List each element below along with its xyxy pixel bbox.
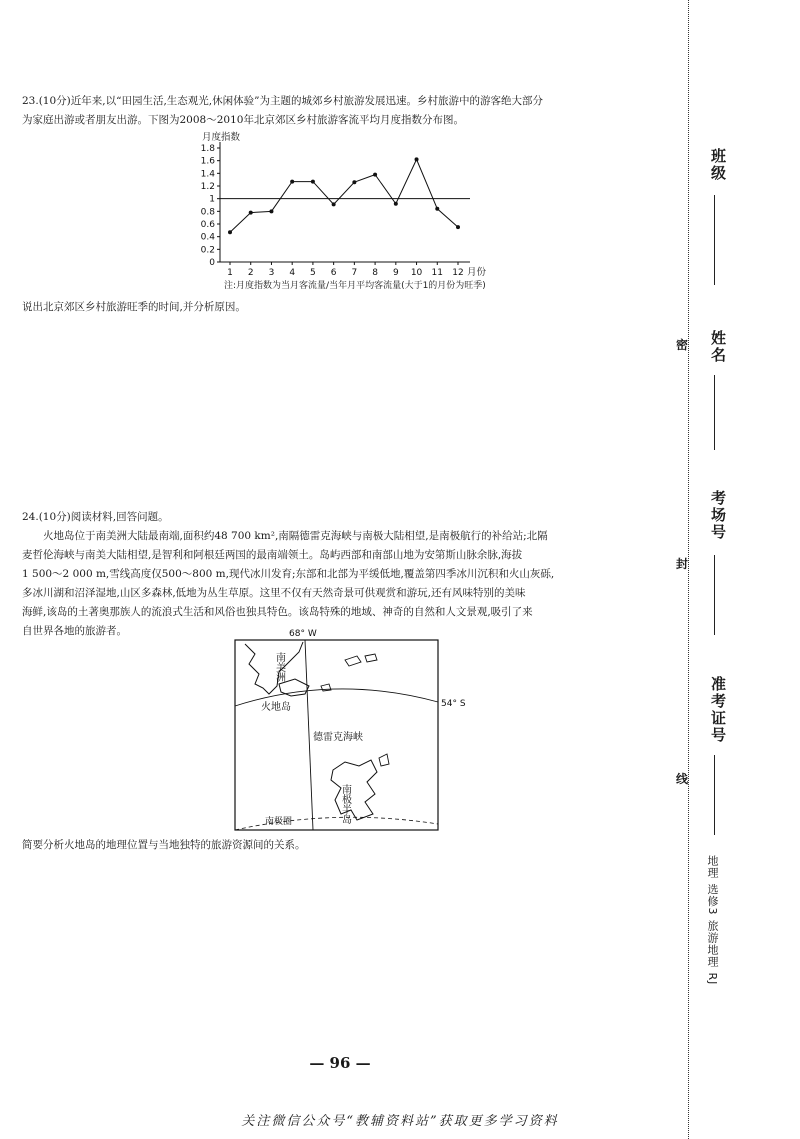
- series-line: [230, 159, 458, 232]
- y-tick-label: 0.6: [200, 220, 215, 230]
- x-tick-label: 11: [431, 268, 443, 278]
- data-point: [332, 202, 336, 206]
- y-tick-label: 1.4: [200, 169, 215, 180]
- data-point: [456, 225, 460, 229]
- x-tick-label: 4: [289, 268, 296, 278]
- binding-dotted-line: [688, 0, 689, 1139]
- x-tick-label: 8: [372, 268, 378, 278]
- chart-note: 注:月度指数为当月客流量/当年月平均客流量(大于1的月份为旺季): [224, 281, 486, 291]
- y-tick-label: 1.2: [200, 182, 215, 192]
- class-blank[interactable]: [714, 195, 715, 285]
- monthly-index-chart: [180, 128, 510, 293]
- y-tick-label: 1: [209, 194, 215, 205]
- shetland-island: [379, 754, 389, 766]
- q23-line2: 为家庭出游或者朋友出游。下图为2008～2010年北京郊区乡村旅游客流平均月度指数分布图。: [22, 114, 464, 126]
- y-tick-label: 1.6: [200, 156, 215, 167]
- room-blank[interactable]: [714, 555, 715, 635]
- y-tick-label: 0.8: [200, 207, 215, 218]
- map-tierra-label: 火地岛: [261, 702, 291, 713]
- page-number: — 96 —: [309, 1054, 371, 1072]
- question-23: [22, 92, 672, 130]
- q24-question: [22, 836, 306, 855]
- y-tick-label: 0.4: [200, 232, 215, 243]
- seal-xian: 线: [676, 772, 689, 786]
- seal-mi: 密: [676, 338, 689, 352]
- q24-question-text: 简要分析火地岛的地理位置与当地独特的旅游资源间的关系。: [22, 839, 306, 851]
- footer-note: 关注微信公众号“教辅资料站”获取更多学习资料: [241, 1114, 559, 1129]
- falkland-island-b: [365, 654, 377, 662]
- map-lat-label: 54° S: [441, 699, 466, 709]
- antarctic-peninsula-outline: [331, 760, 377, 820]
- seal-feng: 封: [676, 557, 689, 571]
- x-tick-label: 2: [247, 268, 254, 278]
- data-point: [228, 230, 232, 234]
- q24-para-1: 火地岛位于南美洲大陆最南端,面积约48 700 km²,南隔德雷克海峡与南极大陆相望,是南极航行的补给站;北隔: [43, 530, 548, 542]
- map-lon-label: 68° W: [289, 629, 317, 639]
- data-point: [290, 180, 294, 184]
- y-tick-label: 1.8: [200, 144, 215, 154]
- x-tick-label: 1: [227, 268, 233, 278]
- chart-xlabel: 月份: [467, 267, 487, 278]
- name-label: 姓名: [709, 330, 727, 364]
- data-point: [394, 202, 398, 206]
- q23-question-text: 说出北京郊区乡村旅游旺季的时间,并分析原因。: [22, 301, 246, 313]
- small-island: [321, 684, 331, 691]
- data-point: [373, 173, 377, 177]
- data-point: [415, 157, 419, 161]
- name-blank[interactable]: [714, 375, 715, 450]
- question-24: [22, 508, 672, 641]
- map-antarctic-circle: 南极圈: [265, 817, 293, 827]
- x-tick-label: 12: [452, 268, 464, 278]
- data-point: [249, 211, 253, 215]
- x-tick-label: 3: [268, 268, 275, 278]
- room-label: 考场号: [709, 490, 727, 541]
- chart-ylabel: 月度指数: [202, 132, 241, 143]
- x-tick-label: 5: [310, 268, 316, 278]
- q24-para-5: 海鲜,该岛的土著奥那族人的流浪式生活和风俗也独具特色。该岛特殊的地域、神奇的自然和人文景观,吸引了来: [22, 606, 533, 618]
- falkland-island-a: [345, 656, 361, 666]
- ticket-blank[interactable]: [714, 755, 715, 835]
- data-point: [269, 209, 273, 213]
- x-tick-label: 10: [410, 268, 423, 278]
- ticket-label: 准考证号: [709, 676, 727, 744]
- tierra-del-fuego-map: [225, 624, 475, 834]
- data-point: [435, 207, 439, 211]
- meridian-68w: [305, 640, 313, 830]
- data-point: [311, 180, 315, 184]
- map-antarctic-peninsula: 南极半岛: [339, 784, 351, 824]
- y-tick-label: 0: [209, 258, 215, 268]
- q23-question: [22, 298, 246, 317]
- map-south-america: 南美洲: [273, 652, 285, 682]
- q24-para-4: 多冰川湖和沼泽湿地,山区多森林,低地为丛生草原。这里不仅有天然奇景可供观赏和游玩,还有风味特别的美味: [22, 587, 526, 599]
- q24-para-2: 麦哲伦海峡与南美大陆相望,是智利和阿根廷两国的最南端领土。岛屿西部和南部山地为安第斯山脉余脉,海拔: [22, 549, 523, 561]
- data-point: [352, 180, 356, 184]
- x-tick-label: 9: [392, 268, 399, 278]
- subject-label: 地理 选修3 旅游地理 RJ: [706, 855, 719, 986]
- q24-header: 24.(10分)阅读材料,回答问题。: [22, 511, 169, 523]
- class-label: 班级: [709, 148, 727, 182]
- y-tick-label: 0.2: [200, 245, 215, 256]
- map-drake-label: 德雷克海峡: [313, 732, 363, 743]
- x-tick-label: 6: [330, 268, 337, 278]
- q23-header: 23.(10分)近年来,以“田园生活,生态观光,休闲体验”为主题的城郊乡村旅游发展迅速。乡村旅游中的游客绝大部分: [22, 95, 543, 107]
- q24-para-3: 1 500～2 000 m,雪线高度仅500～800 m,现代冰川发育;东部和北部为平缓低地,覆盖第四季冰川沉积和火山灰砾,: [22, 568, 555, 580]
- x-tick-label: 7: [351, 268, 358, 278]
- q24-para-6: 自世界各地的旅游者。: [22, 625, 127, 637]
